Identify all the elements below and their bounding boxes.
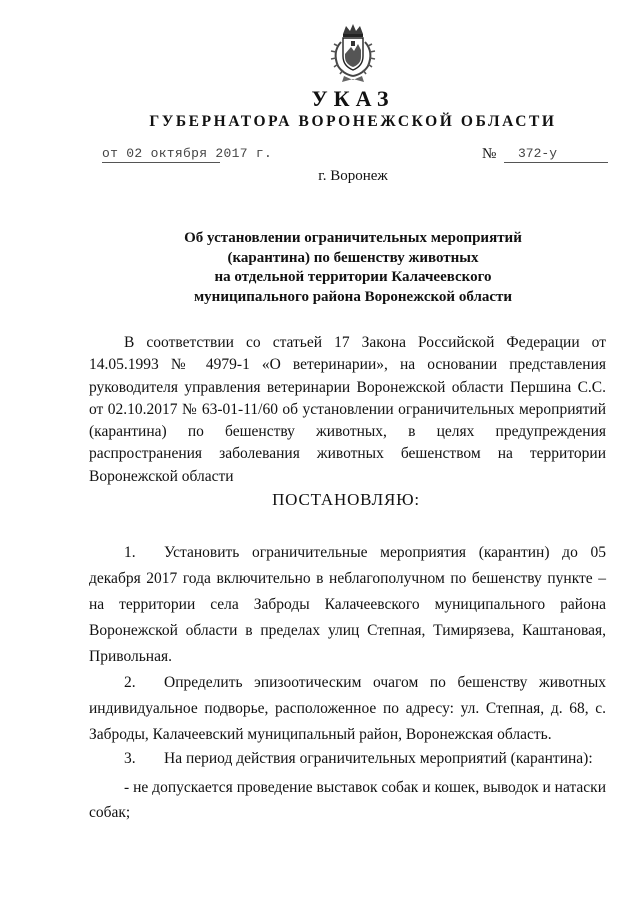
subject-line: Об установлении ограничительных мероприятий — [184, 230, 522, 246]
preamble-paragraph: В соответствии со статьей 17 Закона Российской Федерации от 14.05.1993 № 4979-1 «О ветеринарии», на основании представления руководителя управления ветеринарии Воронежской области Першина С.С. от 02.10.2017 № 63-01-11/60 об установлении ограничительных мероприятий (карантина) по бешенству животных, в целях предупреждения распространения заболевания животных бешенством на территории Воронежской области — [89, 334, 606, 485]
document-city: г. Воронеж — [318, 168, 388, 184]
document-number-label: № — [482, 146, 497, 162]
decree-word: ПОСТАНОВЛЯЮ: — [272, 490, 420, 509]
item-text: Установить ограничительные мероприятия (карантин) до 05 декабря 2017 года включительно в неблагополучном по бешенству пункте – на территории села Заброды Калачеевского муниципального района Воронежской области в пределах улиц Степная, Тимирязева, Каштановая, Привольная. — [89, 544, 606, 665]
document-title: УКАЗ — [311, 86, 395, 111]
list-item — [89, 748, 606, 770]
subject-line: (карантина) по бешенству животных — [227, 249, 479, 266]
sub-item: - не допускается проведение выставок собак и кошек, выводок и натаски собак; — [89, 779, 606, 821]
document-subject — [0, 229, 640, 307]
item-text: Определить эпизоотическим очагом по бешенству животных индивидуальное подворье, расположенное по адресу: ул. Степная, д. 68, с. Заброды, Калачеевский муниципальный район, Воронежская область. — [89, 674, 606, 743]
item-number: 1. — [124, 544, 136, 561]
subject-line: муниципального района Воронежской области — [193, 288, 513, 305]
item-text: На период действия ограничительных мероприятий (карантина): — [164, 750, 593, 767]
list-item — [89, 540, 606, 670]
document-number: 372-у — [504, 146, 608, 163]
item-number: 3. — [124, 750, 136, 767]
document-issuer: ГУБЕРНАТОРА ВОРОНЕЖСКОЙ ОБЛАСТИ — [149, 113, 557, 130]
coat-of-arms-icon — [326, 22, 380, 84]
subject-line: на отдельной территории Калачеевского — [214, 269, 492, 285]
document-date: от 02 октября 2017 г. — [102, 146, 273, 161]
item-number: 2. — [124, 674, 136, 691]
list-item — [89, 670, 606, 748]
